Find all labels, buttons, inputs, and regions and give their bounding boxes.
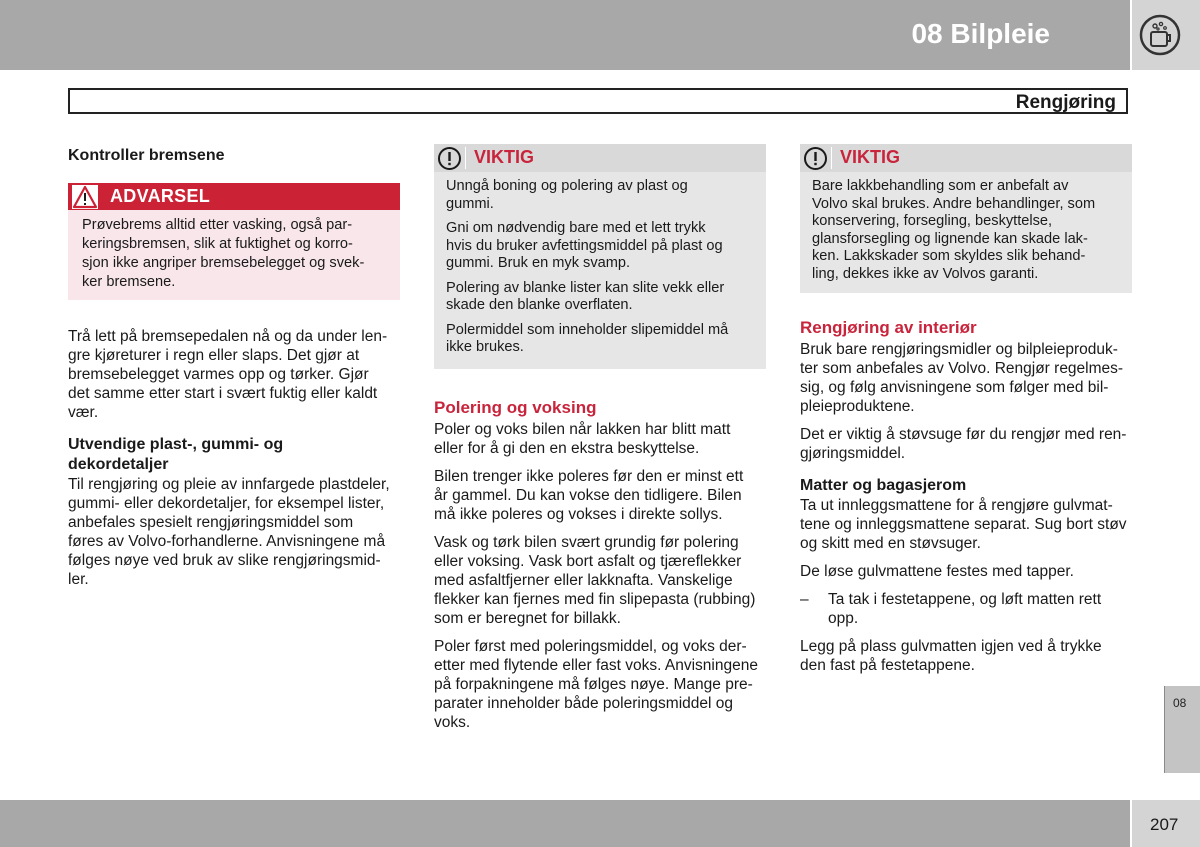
text-line: eller for å gi den en ekstra beskyttelse. [434,439,700,457]
paragraph [800,637,1132,675]
text-line: følges nøye ved bruk av slike rengjøringsmid- [68,552,381,569]
notice-title: VIKTIG [474,147,535,167]
text-line: føres av Volvo-forhandlerne. Anvisningene må [68,533,386,550]
text-line: Trå lett på bremsepedalen nå og da under len- [68,328,388,345]
text-line: Det er viktig å støvsuge før du rengjør med ren- [800,426,1127,443]
paragraph-exterior-trim [68,475,400,589]
text-line: år gammel. Du kan vokse den tidligere. Bilen [434,486,742,504]
exclamation-icon [437,146,462,171]
text-line: gummi- eller dekordetaljer, for eksempel lister, [68,495,385,512]
divider [465,147,466,169]
text-line: Legg på plass gulvmatten igjen ved å trykke [800,638,1102,655]
text-line: sjon ikke angriper bremsebelegget og svek- [82,255,365,271]
paragraph-brakes [68,327,400,422]
notice-paragraph [446,280,754,315]
heading-interior-cleaning: Rengjøring av interiør [800,318,977,337]
header-bar [0,0,1130,70]
text-line: parater inneholder både poleringsmiddel og [434,694,734,712]
paragraph [800,425,1132,463]
warning-box [68,183,400,300]
text-line: bremsebelegget varmes opp og tørker. Gjør [68,366,369,383]
text-line: Gni om nødvendig bare med et lett trykk [446,220,706,236]
text-line: ler. [68,571,89,588]
text-line: anbefales spesielt rengjøringsmiddel som [68,514,354,531]
text-line: opp. [828,610,859,627]
heading-brakes: Kontroller bremsene [68,147,225,164]
text-line: Poler først med poleringsmiddel, og voks der- [434,637,747,655]
warning-title: ADVARSEL [110,186,211,206]
text-line: ker bremsene. [82,274,176,290]
text-line: gummi. Bruk en myk svamp. [446,255,631,271]
text-line: Bruk bare rengjøringsmidler og bilpleieproduk- [800,341,1118,358]
paragraph [434,467,766,524]
car-care-icon [1139,14,1181,56]
divider [831,147,832,169]
text-line: ter som anbefales av Volvo. Rengjør regelmes- [800,360,1124,377]
text-line: gummi. [446,195,494,212]
text-line: keringsbremsen, slik at fuktighet og korro- [82,236,353,252]
notice-paragraph [446,220,754,273]
heading-mats-and-trunk: Matter og bagasjerom [800,477,967,494]
text-line: Unngå boning og polering av plast og [446,178,688,194]
heading-line: dekordetaljer [68,456,169,473]
text-line: med asfaltfjerner eller lakknafta. Vanskelige [434,571,733,589]
page-number: 207 [1150,815,1179,834]
warning-triangle-icon [72,185,98,209]
paragraph [434,637,766,732]
text-line: sig, og følg anvisningene som følger med bil- [800,379,1109,396]
paragraph [800,496,1132,553]
text-line: voks. [434,713,471,731]
text-line: gjøringsmiddel. [800,445,906,462]
chapter-title: 08 Bilpleie [911,18,1050,49]
notice-paragraph [446,178,754,213]
text-line: skade den blanke overflaten. [446,297,633,313]
text-line: må ikke poleres og vokses i direkte sollys. [434,505,723,523]
text-line: som er beregnet for billakk. [434,609,621,627]
text-line: hvis du bruker avfettingsmiddel på plast og [446,237,723,254]
text-line: ling, dekkes ikke av Volvos garanti. [812,265,1039,282]
list-dash: – [800,591,809,608]
column-2 [434,144,766,741]
notice-header [434,144,766,172]
notice-paragraph [446,322,754,357]
text-line: Til rengjøring og pleie av innfargede plastdeler, [68,476,390,493]
text-line: på forpakningene må følges nøye. Mange pre- [434,675,753,693]
section-title: Rengjøring [1015,92,1116,113]
list-item [800,590,1132,628]
text-line: vær. [68,404,99,421]
text-line: den fast på festetappene. [800,657,975,674]
paragraph [800,340,1132,416]
paragraph: De løse gulvmattene festes med tapper. [800,563,1074,580]
text-line: ken. Lakkskader som skyldes slik behand- [812,248,1086,264]
text-line: glansforsegling og lignende kan skade lak- [812,230,1088,247]
chapter-side-tab [1164,686,1200,773]
column-3 [800,144,1132,684]
text-line: Prøvebrems alltid etter vasking, også par- [82,217,353,233]
notice-title: VIKTIG [840,147,901,167]
text-line: det samme etter start i svært fuktig eller kaldt [68,385,378,402]
text-line: Ta ut innleggsmattene for å rengjøre gulvmat- [800,497,1113,514]
column-1 [68,140,400,598]
text-line: og skitt med en støvsuger. [800,535,981,552]
text-line: Bilen trenger ikke poleres før den er minst ett [434,467,744,485]
heading-line: Utvendige plast-, gummi- og [68,436,284,453]
text-line: Poler og voks bilen når lakken har blitt matt [434,420,731,438]
text-line: tene og innleggsmattene separat. Sug bort støv [800,516,1127,533]
section-header [68,88,1128,114]
text-line: konservering, forsegling, beskyttelse, [812,213,1053,229]
warning-header [68,183,400,210]
text-line: Bare lakkbehandling som er anbefalt av [812,178,1069,194]
heading-polishing: Polering og voksing [434,397,597,417]
text-line: ikke brukes. [446,339,524,355]
notice-text [800,172,1132,293]
notice-box [434,144,766,369]
text-line: gre kjøreturer i regn eller slaps. Det gjør at [68,347,360,364]
text-line: Vask og tørk bilen svært grundig før polering [434,533,739,551]
notice-box [800,144,1132,293]
text-line: pleieproduktene. [800,398,915,415]
paragraph [434,420,766,458]
footer-bar [0,800,1130,847]
notice-header [800,144,1132,172]
exclamation-icon [803,146,828,171]
notice-text [434,172,766,369]
paragraph [434,533,766,628]
side-tab-label: 08 [1173,696,1187,710]
text-line: flekker kan fjernes med fin slipepasta (rubbing) [434,590,756,608]
text-line: Polering av blanke lister kan slite vekk eller [446,279,725,296]
warning-text [68,210,400,300]
text-line: Volvo skal brukes. Andre behandlinger, som [812,195,1096,212]
text-line: Ta tak i festetappene, og løft matten rett [828,591,1102,608]
text-line: eller voksing. Vask bort asfalt og tjæreflekker [434,552,742,570]
text-line: Polermiddel som inneholder slipemiddel må [446,321,729,338]
heading-exterior-trim [68,435,400,475]
text-line: etter med flytende eller fast voks. Anvisningene [434,656,758,674]
